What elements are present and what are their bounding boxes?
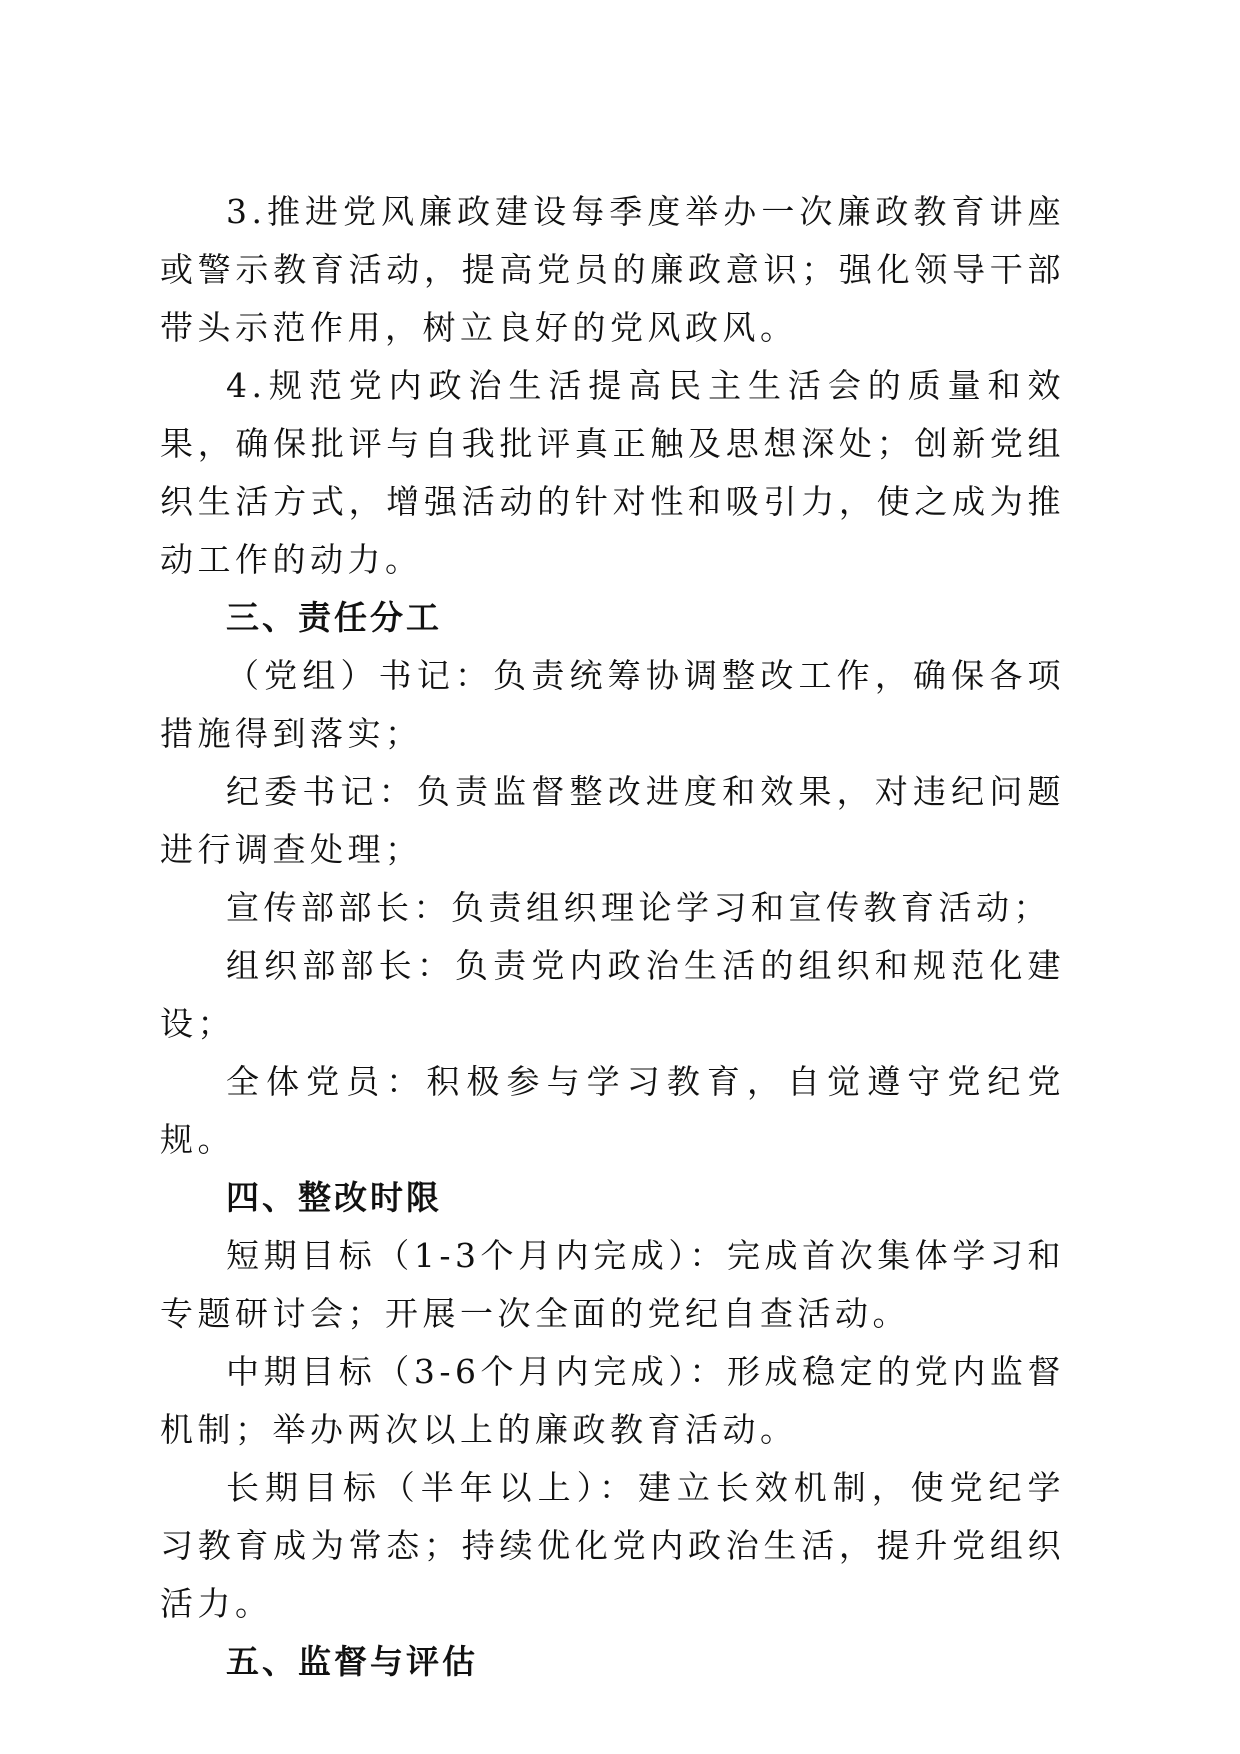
section-heading-responsibility: 三、责任分工 <box>226 598 442 637</box>
paragraph-publicity-minister: 宣传部部长：负责组织理论学习和宣传教育活动； <box>226 888 1051 927</box>
section-heading-supervision: 五、监督与评估 <box>226 1642 478 1681</box>
section-heading-deadline: 四、整改时限 <box>226 1178 442 1217</box>
paragraph-party-style-integrity: 3.推进党风廉政建设每季度举办一次廉政教育讲座或警示教育活动，提高党员的廉政意识；强化领导干部带头示范作用，树立良好的党风政风。 <box>160 192 1065 347</box>
paragraph-discipline-secretary: 纪委书记：负责监督整改进度和效果，对违纪问题进行调查处理； <box>160 772 1065 869</box>
paragraph-all-members: 全体党员：积极参与学习教育，自觉遵守党纪党规。 <box>160 1062 1065 1159</box>
paragraph-party-secretary: （党组）书记：负责统筹协调整改工作，确保各项措施得到落实； <box>160 656 1065 753</box>
document-page <box>160 183 1065 1691</box>
paragraph-standardize-political-life: 4.规范党内政治生活提高民主生活会的质量和效果，确保批评与自我批评真正触及思想深处；创新党组织生活方式，增强活动的针对性和吸引力，使之成为推动工作的动力。 <box>160 366 1065 579</box>
paragraph-long-term-goal: 长期目标（半年以上）：建立长效机制，使党纪学习教育成为常态；持续优化党内政治生活，提升党组织活力。 <box>160 1468 1065 1623</box>
paragraph-mid-term-goal: 中期目标（3-6个月内完成）：形成稳定的党内监督机制；举办两次以上的廉政教育活动。 <box>160 1352 1065 1449</box>
paragraph-organization-minister: 组织部部长：负责党内政治生活的组织和规范化建设； <box>160 946 1065 1043</box>
paragraph-short-term-goal: 短期目标（1-3个月内完成）：完成首次集体学习和专题研讨会；开展一次全面的党纪自查活动。 <box>160 1236 1065 1333</box>
